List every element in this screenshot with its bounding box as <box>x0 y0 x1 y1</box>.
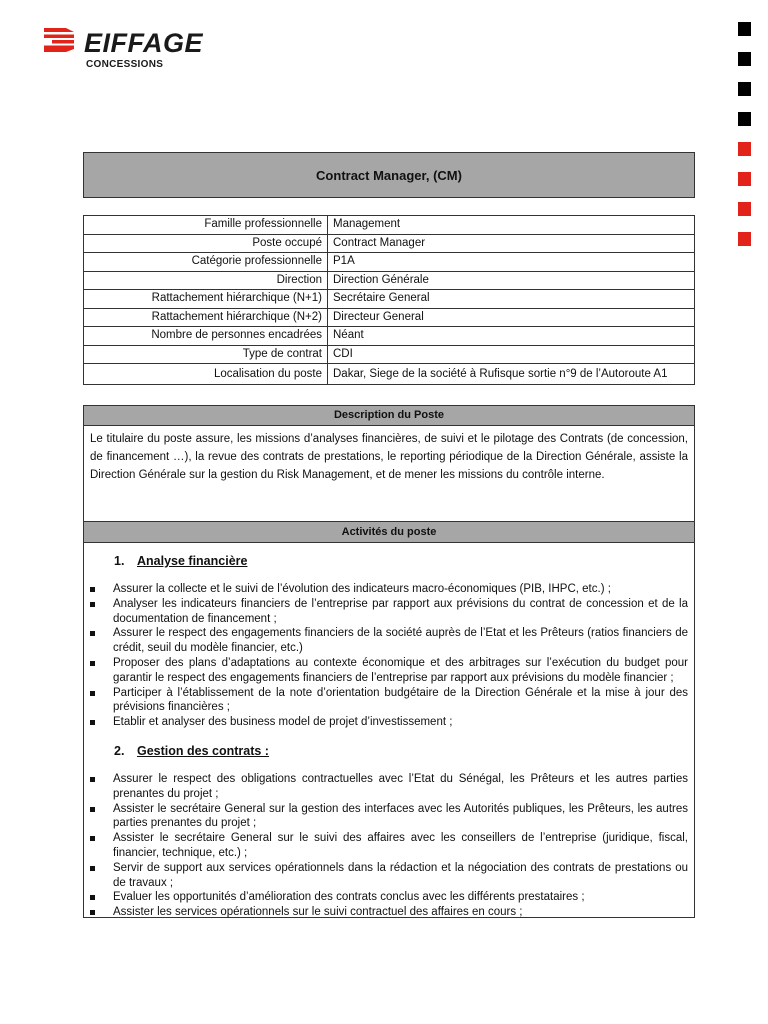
logo-subtitle: CONCESSIONS <box>86 59 164 70</box>
table-row <box>84 308 695 327</box>
list-item: Servir de support aux services opérationnels dans la rédaction et la négociation des contrats de prestations ou de travaux ; <box>90 861 688 891</box>
info-value: Secrétaire General <box>328 290 695 309</box>
black-square <box>738 22 751 36</box>
bullet-list <box>84 582 694 730</box>
bullet-list <box>84 772 694 920</box>
subsection-number: 2. <box>114 743 125 758</box>
info-label: Nombre de personnes encadrées <box>84 327 328 346</box>
list-item: Assister le secrétaire General sur la gestion des interfaces avec les Autorités publiques, les Prêteurs, les autres parties prenantes du projet ; <box>90 802 688 832</box>
description-heading: Description du Poste <box>84 406 694 426</box>
info-value: CDI <box>328 345 695 364</box>
subsection-label: Gestion des contrats : <box>137 743 269 758</box>
job-title: Contract Manager, (CM) <box>83 152 695 198</box>
info-label: Localisation du poste <box>84 364 328 385</box>
info-value: Contract Manager <box>328 234 695 253</box>
info-label: Famille professionnelle <box>84 216 328 235</box>
table-row <box>84 345 695 364</box>
description-text: Le titulaire du poste assure, les missions d’analyses financières, de suivi et le pilotage des Contrats (de concession, de financement …), la revue des contrats de prestations, le reporting périodique de la Direction Générale, assiste la Direction Générale sur la gestion du Risk Management, et de mener les missions du contrôle interne. <box>90 433 688 481</box>
subsection-title <box>114 741 694 761</box>
subsection-number: 1. <box>114 554 125 568</box>
red-square <box>738 232 751 246</box>
red-square <box>738 172 751 186</box>
black-square <box>738 82 751 96</box>
info-label: Type de contrat <box>84 345 328 364</box>
description-section <box>83 405 695 918</box>
eiffage-mark-icon <box>44 28 74 52</box>
info-value: Dakar, Siege de la société à Rufisque sortie n°9 de l’Autoroute A1 <box>328 364 695 385</box>
table-row <box>84 253 695 272</box>
subsection-title <box>114 551 694 571</box>
list-item: Assurer le respect des obligations contractuelles avec l’Etat du Sénégal, les Prêteurs et les autres parties prenantes du projet ; <box>90 772 688 802</box>
list-item: Participer à l’établissement de la note d’orientation budgétaire de la Direction Générale et la mise à jour des prévisions financières ; <box>90 686 688 716</box>
info-value: Directeur General <box>328 308 695 327</box>
decorative-squares <box>738 22 752 262</box>
info-value: P1A <box>328 253 695 272</box>
table-row <box>84 327 695 346</box>
red-square <box>738 142 751 156</box>
table-row <box>84 290 695 309</box>
eiffage-logo <box>44 28 224 74</box>
activities-heading: Activités du poste <box>84 521 694 543</box>
info-value: Management <box>328 216 695 235</box>
subsection-label: Analyse financière <box>137 554 248 568</box>
logo-wordmark: EIFFAGE <box>84 28 204 58</box>
list-item: Evaluer les opportunités d’amélioration des contrats conclus avec les différents prestataires ; <box>90 890 688 905</box>
list-item: Proposer des plans d’adaptations au contexte économique et des arbitrages sur l’exécution du budget pour garantir le respect des engagements financiers de l’entreprise par rapport aux prévisions du modèle financier ; <box>90 656 688 686</box>
list-item: Analyser les indicateurs financiers de l’entreprise par rapport aux prévisions du contrat de concession et de la documentation de financement ; <box>90 597 688 627</box>
table-row <box>84 216 695 235</box>
black-square <box>738 52 751 66</box>
list-item: Assurer le respect des engagements financiers de la société auprès de l’Etat et les Prêteurs (ratios financiers de crédit, seuil du modèle financier, etc.) <box>90 626 688 656</box>
black-square <box>738 112 751 126</box>
info-label: Catégorie professionnelle <box>84 253 328 272</box>
job-info-table <box>83 215 695 385</box>
table-row <box>84 271 695 290</box>
list-item: Assister le secrétaire General sur le suivi des affaires avec les conseillers de l’entreprise (juridique, fiscal, financier, technique, etc.) ; <box>90 831 688 861</box>
table-row <box>84 364 695 385</box>
info-value: Direction Générale <box>328 271 695 290</box>
info-label: Rattachement hiérarchique (N+1) <box>84 290 328 309</box>
red-square <box>738 202 751 216</box>
list-item: Assister les services opérationnels sur le suivi contractuel des affaires en cours ; <box>90 905 688 920</box>
info-value: Néant <box>328 327 695 346</box>
info-label: Direction <box>84 271 328 290</box>
table-row <box>84 234 695 253</box>
info-label: Rattachement hiérarchique (N+2) <box>84 308 328 327</box>
list-item: Assurer la collecte et le suivi de l’évolution des indicateurs macro-économiques (PIB, IHPC, etc.) ; <box>90 582 688 597</box>
info-label: Poste occupé <box>84 234 328 253</box>
list-item: Etablir et analyser des business model de projet d’investissement ; <box>90 715 688 730</box>
